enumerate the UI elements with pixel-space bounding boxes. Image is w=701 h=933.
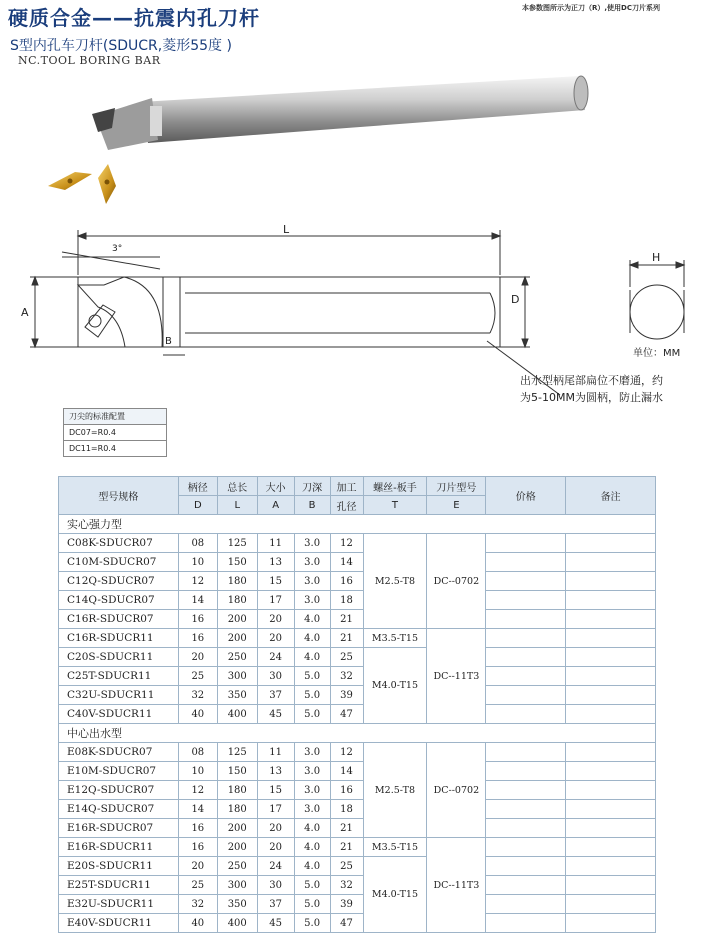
header-hole-bot: 孔径 — [330, 496, 363, 515]
remark-cell[interactable] — [566, 686, 656, 705]
remark-cell[interactable] — [566, 895, 656, 914]
model-cell: C40V-SDUCR11 — [59, 705, 179, 724]
l-cell: 400 — [217, 705, 257, 724]
a-cell: 15 — [257, 781, 294, 800]
b-cell: 5.0 — [294, 914, 330, 933]
l-cell: 180 — [217, 800, 257, 819]
price-cell[interactable] — [486, 667, 566, 686]
model-cell: E32U-SDUCR11 — [59, 895, 179, 914]
a-cell: 37 — [257, 686, 294, 705]
price-cell[interactable] — [486, 895, 566, 914]
header-hole-top: 加工 — [330, 477, 363, 496]
hole-cell: 47 — [330, 914, 363, 933]
price-cell[interactable] — [486, 743, 566, 762]
d-cell: 16 — [178, 819, 217, 838]
dim-h-label: H — [652, 251, 661, 264]
a-cell: 20 — [257, 838, 294, 857]
table-row — [59, 629, 656, 648]
b-cell: 5.0 — [294, 667, 330, 686]
l-cell: 400 — [217, 914, 257, 933]
d-cell: 25 — [178, 876, 217, 895]
tip-config-table — [63, 408, 167, 457]
hole-cell: 12 — [330, 743, 363, 762]
header-e-bot: E — [427, 496, 486, 515]
model-cell: E08K-SDUCR07 — [59, 743, 179, 762]
a-cell: 24 — [257, 857, 294, 876]
header-e-top: 刀片型号 — [427, 477, 486, 496]
hole-cell: 18 — [330, 591, 363, 610]
price-cell[interactable] — [486, 857, 566, 876]
price-cell[interactable] — [486, 553, 566, 572]
d-cell: 20 — [178, 648, 217, 667]
a-cell: 45 — [257, 705, 294, 724]
d-cell: 12 — [178, 781, 217, 800]
l-cell: 350 — [217, 686, 257, 705]
d-cell: 08 — [178, 534, 217, 553]
a-cell: 13 — [257, 762, 294, 781]
remark-cell[interactable] — [566, 591, 656, 610]
header-t-top: 螺丝-板手 — [363, 477, 427, 496]
price-cell[interactable] — [486, 591, 566, 610]
a-cell: 45 — [257, 914, 294, 933]
table-row — [59, 838, 656, 857]
b-cell: 3.0 — [294, 553, 330, 572]
remark-cell[interactable] — [566, 743, 656, 762]
a-cell: 17 — [257, 800, 294, 819]
price-cell[interactable] — [486, 914, 566, 933]
d-cell: 16 — [178, 610, 217, 629]
b-cell: 4.0 — [294, 838, 330, 857]
remark-cell[interactable] — [566, 705, 656, 724]
d-cell: 08 — [178, 743, 217, 762]
d-cell: 16 — [178, 838, 217, 857]
callout-note — [520, 372, 663, 406]
remark-cell[interactable] — [566, 667, 656, 686]
header-d-bot: D — [178, 496, 217, 515]
callout-line-2: 为5-10MM为圆柄，防止漏水 — [520, 391, 663, 404]
table-row — [59, 553, 656, 572]
a-cell: 13 — [257, 553, 294, 572]
spec-table — [58, 476, 656, 933]
b-cell: 3.0 — [294, 762, 330, 781]
angle-label: 3° — [112, 244, 123, 254]
header-model: 型号规格 — [59, 477, 179, 515]
model-cell: E16R-SDUCR07 — [59, 819, 179, 838]
boring-bar-photo — [40, 68, 600, 218]
hole-cell: 39 — [330, 686, 363, 705]
l-cell: 200 — [217, 819, 257, 838]
header-l-top: 总长 — [217, 477, 257, 496]
d-cell: 40 — [178, 914, 217, 933]
a-cell: 37 — [257, 895, 294, 914]
l-cell: 200 — [217, 629, 257, 648]
model-cell: E10M-SDUCR07 — [59, 762, 179, 781]
model-cell: C16R-SDUCR07 — [59, 610, 179, 629]
b-cell: 3.0 — [294, 781, 330, 800]
l-cell: 300 — [217, 667, 257, 686]
table-row — [59, 648, 656, 667]
model-cell: E12Q-SDUCR07 — [59, 781, 179, 800]
d-cell: 32 — [178, 686, 217, 705]
table-row — [59, 667, 656, 686]
table-row — [59, 591, 656, 610]
header-a-top: 大小 — [257, 477, 294, 496]
b-cell: 4.0 — [294, 629, 330, 648]
model-cell: E25T-SDUCR11 — [59, 876, 179, 895]
model-cell: C12Q-SDUCR07 — [59, 572, 179, 591]
d-cell: 14 — [178, 591, 217, 610]
hole-cell: 32 — [330, 667, 363, 686]
d-cell: 40 — [178, 705, 217, 724]
header-note: 本参数图所示为正刀（R）,使用DC刀片系列 — [522, 4, 660, 12]
hole-cell: 21 — [330, 629, 363, 648]
header-t-bot: T — [363, 496, 427, 515]
section-coolant: 中心出水型 — [59, 724, 656, 743]
model-cell: C08K-SDUCR07 — [59, 534, 179, 553]
b-cell: 3.0 — [294, 534, 330, 553]
model-cell: C10M-SDUCR07 — [59, 553, 179, 572]
model-cell: C32U-SDUCR11 — [59, 686, 179, 705]
dim-l-label: L — [283, 223, 290, 236]
dim-a-label: A — [21, 306, 29, 319]
price-cell[interactable] — [486, 610, 566, 629]
l-cell: 250 — [217, 648, 257, 667]
b-cell: 4.0 — [294, 648, 330, 667]
tip-config-row: DC07=R0.4 — [64, 425, 167, 441]
table-row — [59, 781, 656, 800]
tip-config-row: DC11=R0.4 — [64, 441, 167, 457]
l-cell: 300 — [217, 876, 257, 895]
b-cell: 3.0 — [294, 743, 330, 762]
price-cell[interactable] — [486, 534, 566, 553]
d-cell: 12 — [178, 572, 217, 591]
price-cell[interactable] — [486, 819, 566, 838]
model-cell: E20S-SDUCR11 — [59, 857, 179, 876]
b-cell: 4.0 — [294, 857, 330, 876]
table-row — [59, 705, 656, 724]
price-cell[interactable] — [486, 762, 566, 781]
b-cell: 5.0 — [294, 686, 330, 705]
remark-cell[interactable] — [566, 648, 656, 667]
b-cell: 3.0 — [294, 800, 330, 819]
remark-cell[interactable] — [566, 781, 656, 800]
hole-cell: 47 — [330, 705, 363, 724]
hole-cell: 25 — [330, 648, 363, 667]
l-cell: 350 — [217, 895, 257, 914]
remark-cell[interactable] — [566, 857, 656, 876]
page-subtitle: S型内孔车刀杆(SDUCR,菱形55度 ) — [10, 38, 232, 54]
remark-cell[interactable] — [566, 629, 656, 648]
dim-b-label: B — [165, 336, 172, 347]
remark-cell[interactable] — [566, 553, 656, 572]
l-cell: 250 — [217, 857, 257, 876]
model-cell: C14Q-SDUCR07 — [59, 591, 179, 610]
screw-cell: M3.5-T15 — [363, 838, 427, 857]
remark-cell[interactable] — [566, 800, 656, 819]
table-row — [59, 876, 656, 895]
table-row — [59, 895, 656, 914]
model-cell: C25T-SDUCR11 — [59, 667, 179, 686]
remark-cell[interactable] — [566, 572, 656, 591]
header-price: 价格 — [486, 477, 566, 515]
tip-config-header: 刀尖的标准配置 — [64, 409, 167, 425]
remark-cell[interactable] — [566, 876, 656, 895]
price-cell[interactable] — [486, 648, 566, 667]
hole-cell: 14 — [330, 762, 363, 781]
screw-cell: M3.5-T15 — [363, 629, 427, 648]
l-cell: 150 — [217, 762, 257, 781]
l-cell: 200 — [217, 610, 257, 629]
table-row — [59, 857, 656, 876]
hole-cell: 21 — [330, 610, 363, 629]
hole-cell: 12 — [330, 534, 363, 553]
screw-cell: M2.5-T8 — [363, 743, 427, 838]
hole-cell: 25 — [330, 857, 363, 876]
b-cell: 5.0 — [294, 895, 330, 914]
l-cell: 125 — [217, 534, 257, 553]
header-a-bot: A — [257, 496, 294, 515]
b-cell: 4.0 — [294, 610, 330, 629]
remark-cell[interactable] — [566, 762, 656, 781]
b-cell: 4.0 — [294, 819, 330, 838]
remark-cell[interactable] — [566, 819, 656, 838]
a-cell: 30 — [257, 667, 294, 686]
price-cell[interactable] — [486, 838, 566, 857]
d-cell: 16 — [178, 629, 217, 648]
insert-cell: DC--11T3 — [427, 838, 486, 933]
d-cell: 14 — [178, 800, 217, 819]
l-cell: 150 — [217, 553, 257, 572]
hole-cell: 18 — [330, 800, 363, 819]
model-cell: E16R-SDUCR11 — [59, 838, 179, 857]
header-l-bot: L — [217, 496, 257, 515]
d-cell: 32 — [178, 895, 217, 914]
callout-line-1: 出水型柄尾部扁位不磨通，约 — [520, 374, 663, 387]
l-cell: 180 — [217, 781, 257, 800]
price-cell[interactable] — [486, 629, 566, 648]
header-b-bot: B — [294, 496, 330, 515]
remark-cell[interactable] — [566, 838, 656, 857]
table-row — [59, 572, 656, 591]
header-b-top: 刀深 — [294, 477, 330, 496]
remark-cell[interactable] — [566, 610, 656, 629]
screw-cell: M2.5-T8 — [363, 534, 427, 629]
l-cell: 180 — [217, 572, 257, 591]
remark-cell[interactable] — [566, 534, 656, 553]
hole-cell: 16 — [330, 781, 363, 800]
table-row — [59, 610, 656, 629]
screw-cell: M4.0-T15 — [363, 648, 427, 724]
english-title: NC.TOOL BORING BAR — [18, 54, 161, 67]
hole-cell: 16 — [330, 572, 363, 591]
hole-cell: 21 — [330, 819, 363, 838]
insert-cell: DC--0702 — [427, 534, 486, 629]
a-cell: 30 — [257, 876, 294, 895]
a-cell: 20 — [257, 819, 294, 838]
model-cell: C16R-SDUCR11 — [59, 629, 179, 648]
l-cell: 125 — [217, 743, 257, 762]
table-row — [59, 686, 656, 705]
header-remark: 备注 — [566, 477, 656, 515]
a-cell: 11 — [257, 743, 294, 762]
section-solid: 实心强力型 — [59, 515, 656, 534]
table-row — [59, 743, 656, 762]
model-cell: E40V-SDUCR11 — [59, 914, 179, 933]
header-d-top: 柄径 — [178, 477, 217, 496]
b-cell: 5.0 — [294, 876, 330, 895]
model-cell: E14Q-SDUCR07 — [59, 800, 179, 819]
table-row — [59, 762, 656, 781]
price-cell[interactable] — [486, 800, 566, 819]
d-cell: 25 — [178, 667, 217, 686]
model-cell: C20S-SDUCR11 — [59, 648, 179, 667]
a-cell: 17 — [257, 591, 294, 610]
remark-cell[interactable] — [566, 914, 656, 933]
a-cell: 20 — [257, 610, 294, 629]
screw-cell: M4.0-T15 — [363, 857, 427, 933]
price-cell[interactable] — [486, 876, 566, 895]
unit-label: 单位：MM — [633, 348, 681, 359]
d-cell: 10 — [178, 553, 217, 572]
price-cell[interactable] — [486, 705, 566, 724]
a-cell: 15 — [257, 572, 294, 591]
table-row — [59, 914, 656, 933]
l-cell: 180 — [217, 591, 257, 610]
d-cell: 10 — [178, 762, 217, 781]
price-cell[interactable] — [486, 686, 566, 705]
hole-cell: 21 — [330, 838, 363, 857]
table-row — [59, 819, 656, 838]
b-cell: 3.0 — [294, 572, 330, 591]
a-cell: 20 — [257, 629, 294, 648]
dim-d-label: D — [511, 293, 520, 306]
b-cell: 5.0 — [294, 705, 330, 724]
hole-cell: 39 — [330, 895, 363, 914]
price-cell[interactable] — [486, 572, 566, 591]
a-cell: 24 — [257, 648, 294, 667]
hole-cell: 32 — [330, 876, 363, 895]
page-title: 硬质合金——抗震内孔刀杆 — [8, 6, 260, 30]
a-cell: 11 — [257, 534, 294, 553]
insert-cell: DC--0702 — [427, 743, 486, 838]
b-cell: 3.0 — [294, 591, 330, 610]
price-cell[interactable] — [486, 781, 566, 800]
table-row — [59, 534, 656, 553]
insert-cell: DC--11T3 — [427, 629, 486, 724]
d-cell: 20 — [178, 857, 217, 876]
hole-cell: 14 — [330, 553, 363, 572]
table-row — [59, 800, 656, 819]
l-cell: 200 — [217, 838, 257, 857]
